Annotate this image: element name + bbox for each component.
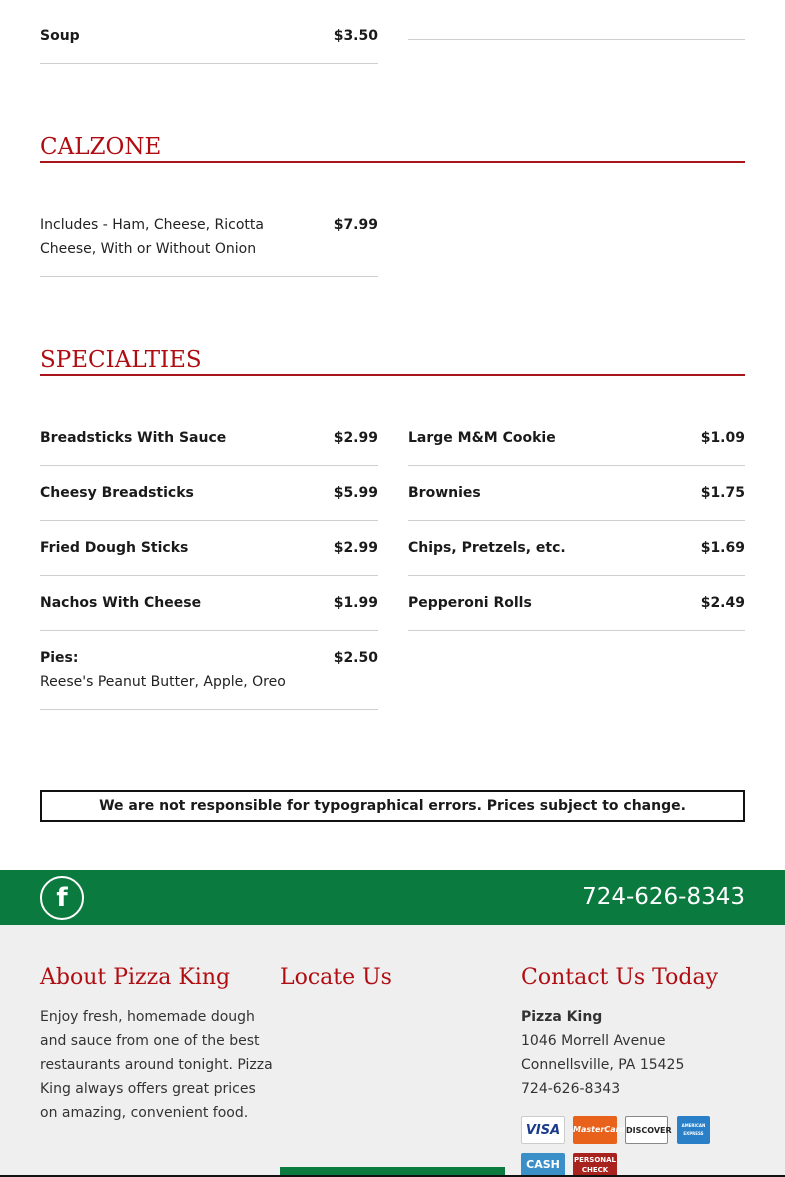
menu-item: [40, 536, 378, 576]
about-text-line: on amazing, convenient food.: [40, 1105, 249, 1121]
item-name: Soup: [40, 28, 80, 44]
section-title-calzone: CALZONE: [40, 132, 745, 163]
item-name: Fried Dough Sticks: [40, 540, 189, 556]
menu-item-soup: [40, 24, 378, 64]
visa-card-icon: VISA: [521, 1116, 565, 1144]
item-name: Brownies: [408, 485, 481, 501]
menu-item: [40, 426, 378, 466]
facebook-icon[interactable]: f: [40, 876, 84, 920]
item-price: $5.99: [333, 485, 378, 501]
about-title: About Pizza King: [40, 965, 231, 990]
contact-phone[interactable]: 724-626-8343: [521, 1081, 621, 1097]
item-price: $1.75: [700, 485, 745, 501]
contact-title: Contact Us Today: [521, 965, 719, 990]
item-price: $1.99: [333, 595, 378, 611]
locate-title: Locate Us: [280, 965, 392, 990]
item-description-line1: Includes - Ham, Cheese, Ricotta: [40, 217, 264, 233]
item-name: Pepperoni Rolls: [408, 595, 532, 611]
menu-item: [408, 536, 745, 576]
discover-card-icon: DISCOVER: [625, 1116, 668, 1144]
item-name: Nachos With Cheese: [40, 595, 202, 611]
personal-check-icon: PERSONAL CHECK: [573, 1153, 617, 1177]
item-name: Large M&M Cookie: [408, 430, 556, 446]
about-text-line: and sauce from one of the best: [40, 1033, 260, 1049]
item-description-line2: Cheese, With or Without Onion: [40, 241, 257, 257]
contact-address1: 1046 Morrell Avenue: [521, 1033, 666, 1049]
contact-name: Pizza King: [521, 1009, 603, 1025]
item-price: $2.99: [333, 430, 378, 446]
item-description: Reese's Peanut Butter, Apple, Oreo: [40, 674, 286, 690]
item-price: $2.50: [333, 650, 378, 666]
contact-address2: Connellsville, PA 15425: [521, 1057, 685, 1073]
cash-icon: CASH: [521, 1153, 565, 1177]
item-price: $2.49: [700, 595, 745, 611]
item-price: $7.99: [333, 217, 378, 233]
item-name: Pies:: [40, 650, 79, 666]
contact-bar: [0, 870, 785, 925]
phone-number[interactable]: 724-626-8343: [582, 884, 745, 910]
divider: [408, 39, 745, 40]
item-price: $1.09: [700, 430, 745, 446]
amex-card-icon: AMERICAN EXPRESS: [677, 1116, 710, 1144]
item-price: $2.99: [333, 540, 378, 556]
menu-item: [40, 591, 378, 631]
item-price: $1.69: [700, 540, 745, 556]
about-text-line: Enjoy fresh, homemade dough: [40, 1009, 255, 1025]
item-name: Chips, Pretzels, etc.: [408, 540, 566, 556]
menu-item-calzone: [40, 213, 378, 277]
item-price: $3.50: [333, 28, 378, 44]
about-text-line: King always offers great prices: [40, 1081, 256, 1097]
menu-item: [408, 481, 745, 521]
footer: [0, 925, 785, 1177]
menu-item: [408, 591, 745, 631]
menu-item: [40, 646, 378, 710]
item-name: Cheesy Breadsticks: [40, 485, 194, 501]
menu-item: [40, 481, 378, 521]
menu-item: [408, 426, 745, 466]
section-title-specialties: SPECIALTIES: [40, 345, 745, 376]
mastercard-icon: MasterCard: [573, 1116, 617, 1144]
item-name: Breadsticks With Sauce: [40, 430, 227, 446]
about-text-line: restaurants around tonight. Pizza: [40, 1057, 273, 1073]
disclaimer-notice: We are not responsible for typographical errors. Prices subject to change.: [40, 790, 745, 822]
